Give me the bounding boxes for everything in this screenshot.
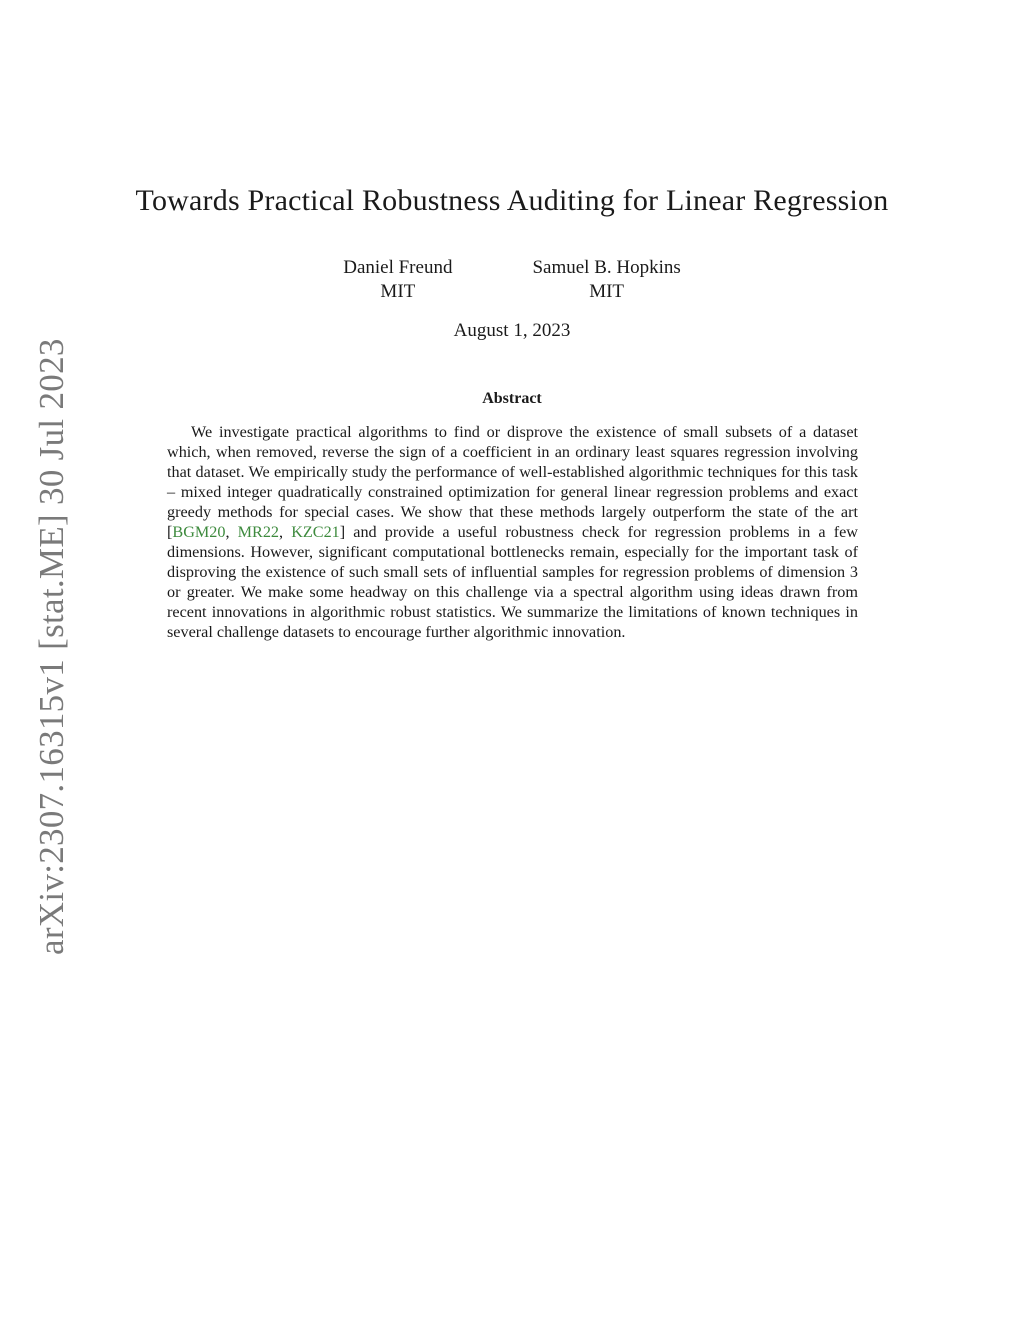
arxiv-identifier: arXiv:2307.16315v1 [stat.ME] 30 Jul 2023: [32, 338, 71, 955]
author-name: Samuel B. Hopkins: [532, 257, 681, 278]
citation-link-mr22[interactable]: MR22: [237, 523, 280, 541]
abstract-body: [167, 422, 858, 642]
paper-title: Towards Practical Robustness Auditing for Linear Regression: [135, 184, 889, 217]
citation-separator: ,: [279, 523, 292, 541]
author-name: Daniel Freund: [343, 257, 453, 278]
author-list: [0, 256, 1024, 304]
citation-separator: ,: [225, 523, 238, 541]
abstract-text-2: ] and provide a useful robustness check for regression problems in a few dimensions. However, significant computational bottlenecks remain, especially for the important task of disproving the existence of such small sets of influential samples for regression problems of dimension 3 or greater. We make some headway on this challenge via a spectral algorithm using ideas drawn from recent innovations in algorithmic robust statistics. We summarize the limitations of known techniques in several challenge datasets to encourage further algorithmic innovation.: [167, 523, 858, 641]
author-1: [343, 256, 452, 304]
abstract-text-1: We investigate practical algorithms to find or disprove the existence of small subsets of a dataset which, when removed, reverse the sign of a coefficient in an ordinary least squares regression involving that dataset. We empirically study the performance of well-established algorithmic techniques for this task – mixed integer quadratically constrained optimization for general linear regression problems and exact greedy methods for special cases. We show that these methods largely outperform the state of the art [: [167, 423, 858, 541]
citation-link-bgm20[interactable]: BGM20: [172, 523, 226, 541]
paper-date: August 1, 2023: [453, 320, 571, 341]
author-affiliation: MIT: [589, 281, 625, 302]
citation-link-kzc21[interactable]: KZC21: [291, 523, 340, 541]
author-affiliation: MIT: [380, 281, 416, 302]
abstract-heading: Abstract: [482, 390, 542, 407]
author-2: [524, 256, 680, 304]
